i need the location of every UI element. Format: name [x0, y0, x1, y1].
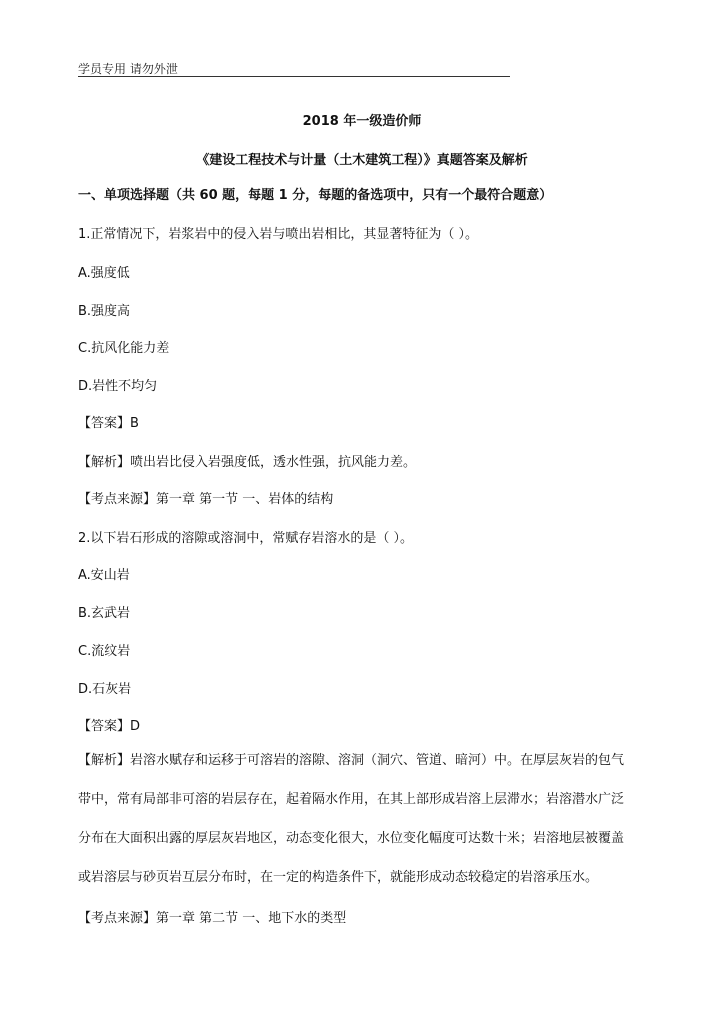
- document-header: 学员专用 请勿外泄: [78, 62, 178, 76]
- question-1-stem: 1.正常情况下，岩浆岩中的侵入岩与喷出岩相比，其显著特征为（ ）。: [78, 227, 479, 242]
- question-2-option-a: A.安山岩: [78, 568, 130, 583]
- question-2-analysis: [78, 753, 648, 909]
- question-1-option-c: C.抗风化能力差: [78, 341, 170, 356]
- question-1-analysis: 【解析】喷出岩比侵入岩强度低，透水性强，抗风能力差。: [78, 455, 417, 470]
- analysis-line: 带中，常有局部非可溶的岩层存在，起着隔水作用，在其上部形成岩溶上层滞水；岩溶潜水广泛: [78, 792, 625, 807]
- section-heading: 一、单项选择题（共 60 题，每题 1 分，每题的备选项中，只有一个最符合题意）: [78, 188, 553, 203]
- question-2-option-b: B.玄武岩: [78, 606, 131, 621]
- question-1-source: 【考点来源】第一章 第一节 一、岩体的结构: [78, 492, 334, 507]
- question-2-answer: 【答案】D: [78, 719, 141, 734]
- analysis-line: 分布在大面积出露的厚层灰岩地区，动态变化很大，水位变化幅度可达数十米；岩溶地层被覆盖: [78, 831, 625, 846]
- header-divider: [78, 76, 510, 77]
- analysis-line: 【解析】岩溶水赋存和运移于可溶岩的溶隙、溶洞（洞穴、管道、暗河）中。在厚层灰岩的包气: [78, 753, 625, 768]
- analysis-line: 或岩溶层与砂页岩互层分布时，在一定的构造条件下，就能形成动态较稳定的岩溶承压水。: [78, 870, 599, 885]
- question-2-option-c: C.流纹岩: [78, 644, 131, 659]
- question-1-option-d: D.岩性不均匀: [78, 379, 158, 394]
- question-1-answer: 【答案】B: [78, 416, 139, 431]
- document-subtitle: 《建设工程技术与计量（土木建筑工程）》真题答案及解析: [196, 153, 528, 168]
- question-2-option-d: D.石灰岩: [78, 682, 132, 697]
- question-2-source: 【考点来源】第一章 第二节 一、地下水的类型: [78, 911, 347, 926]
- question-2-stem: 2.以下岩石形成的溶隙或溶洞中，常赋存岩溶水的是（ ）。: [78, 531, 414, 546]
- document-title: 2018 年一级造价师: [302, 114, 422, 129]
- question-1-option-b: B.强度高: [78, 304, 131, 319]
- question-1-option-a: A.强度低: [78, 266, 130, 281]
